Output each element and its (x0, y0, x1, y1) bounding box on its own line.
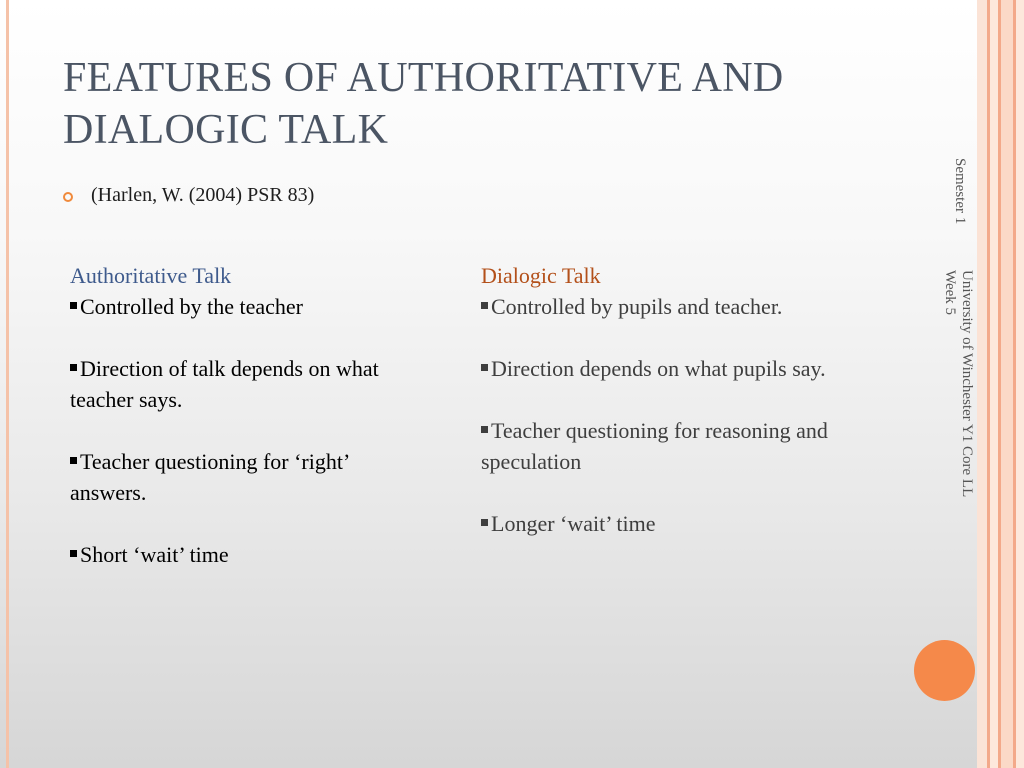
list-item (481, 353, 921, 384)
orange-circle-decoration (914, 640, 975, 701)
slide-title: FEATURES OF AUTHORITATIVE AND DIALOGIC TALK (63, 55, 784, 153)
footer-semester: Semester 1 (952, 158, 968, 225)
right-decorative-band (990, 0, 998, 768)
list-item (70, 353, 400, 415)
list-item (481, 508, 921, 539)
list-item-text: Controlled by the teacher (80, 294, 303, 319)
citation-text: (Harlen, W. (2004) PSR 83) (91, 184, 315, 206)
square-bullet-icon (481, 519, 488, 526)
authoritative-talk-heading: Authoritative Talk (70, 263, 232, 288)
square-bullet-icon (481, 364, 488, 371)
dialogic-talk-heading: Dialogic Talk (481, 263, 601, 288)
right-decorative-band (1016, 0, 1024, 768)
left-border-stripe (6, 0, 9, 768)
list-item-text: Longer ‘wait’ time (491, 511, 656, 536)
list-item-text: Short ‘wait’ time (80, 542, 229, 567)
list-item-text: Controlled by pupils and teacher. (491, 294, 783, 319)
list-item-text: Direction of talk depends on what teacher says. (70, 356, 379, 412)
list-item-text: Teacher questioning for ‘right’ answers. (70, 449, 349, 505)
authoritative-talk-column (70, 260, 400, 570)
list-item (70, 291, 400, 322)
footer-week: Week 5 (942, 270, 958, 316)
square-bullet-icon (70, 457, 77, 464)
dialogic-talk-column (481, 260, 921, 539)
footer-university: University of Winchester Y1 Core LL (959, 270, 975, 498)
square-bullet-icon (70, 550, 77, 557)
square-bullet-icon (70, 302, 77, 309)
list-item (481, 291, 921, 322)
citation-line (63, 184, 314, 207)
list-item (70, 446, 400, 508)
square-bullet-icon (481, 426, 488, 433)
list-item (70, 539, 400, 570)
square-bullet-icon (70, 364, 77, 371)
list-item-text: Direction depends on what pupils say. (491, 356, 826, 381)
list-item (481, 415, 921, 477)
right-decorative-band (1001, 0, 1013, 768)
right-decorative-band (977, 0, 987, 768)
list-item-text: Teacher questioning for reasoning and speculation (481, 418, 828, 474)
square-bullet-icon (481, 302, 488, 309)
ring-bullet-icon (63, 192, 73, 202)
